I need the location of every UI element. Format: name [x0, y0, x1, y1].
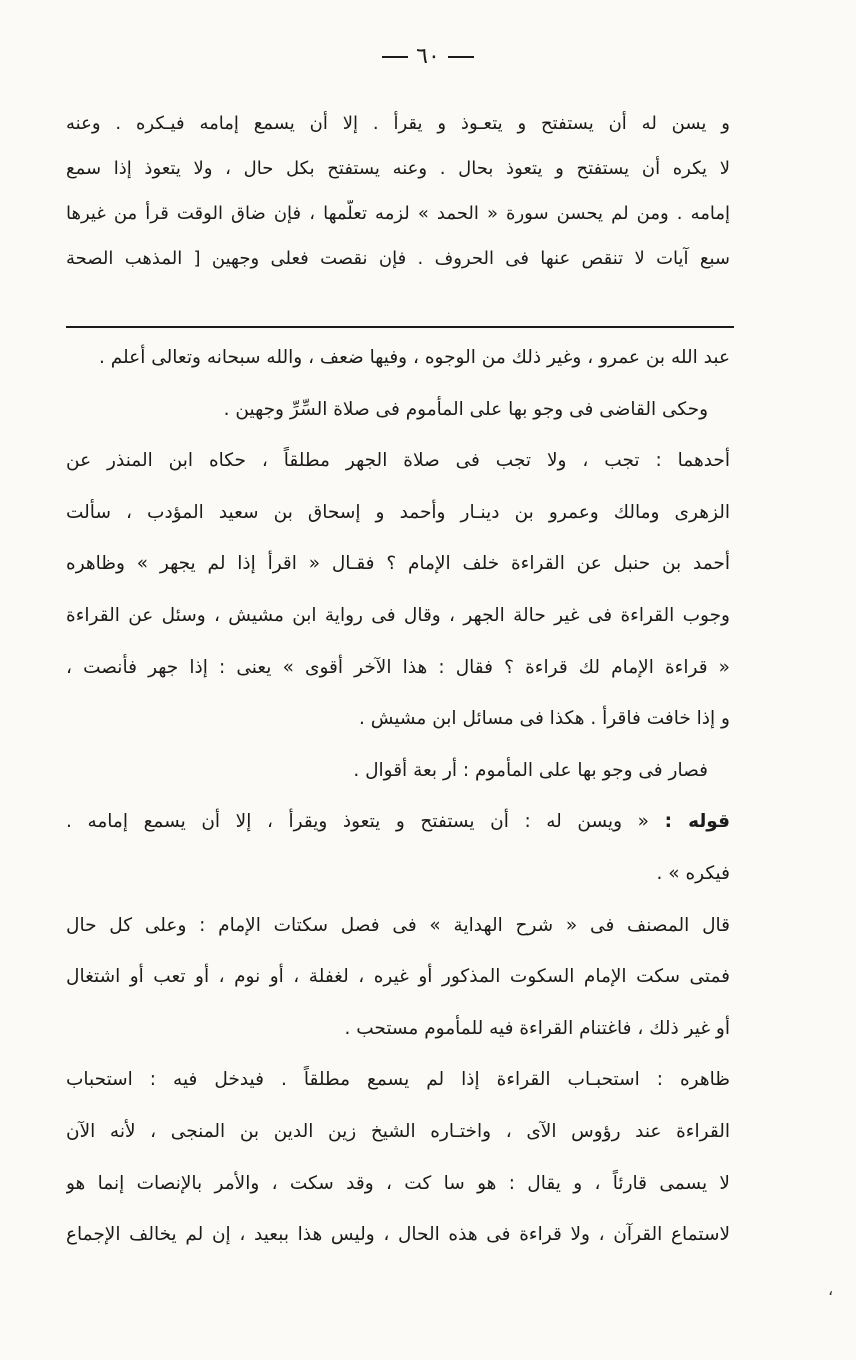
- page-number-text: ٦٠: [416, 44, 440, 69]
- commentary-line: عبد الله بن عمرو ، وغير ذلك من الوجوه ، وفيها ضعف ، والله سبحانه وتعالى أعلم .: [98, 347, 730, 368]
- commentary-line: فمتى سكت الإمام السكوت المذكور أو غيره ، لغفلة ، أو نوم ، أو تعب أو اشتغال: [66, 966, 730, 988]
- commentary-line: أو غير ذلك ، فاغتنام القراءة فيه للمأموم مستحب .: [344, 1017, 730, 1039]
- commentary-line: « قراءة الإمام لك قراءة ؟ فقال : هذا الآخر أقوى » يعنى : إذا جهر فأنصت ،: [66, 656, 730, 678]
- page-number: [0, 44, 856, 69]
- commentary-line-quoted: [66, 807, 730, 859]
- commentary-line: أحمد بن حنبل عن القراءة خلف الإمام ؟ فقـال « اقرأ إذا لم يجهر » وظاهره: [66, 553, 730, 575]
- commentary-line: و إذا خافت فاقرأ . هكذا فى مسائل ابن مشيش .: [358, 708, 730, 730]
- commentary-line: لاستماع القرآن ، ولا قراءة فى هذه الحال ، وليس هذا ببعيد ، إن لم يخالف الإجماع: [66, 1224, 730, 1246]
- page-number-dash-right: [448, 56, 474, 58]
- page-number-dash-left: [382, 56, 408, 58]
- commentary-line: قال المصنف فى « شرح الهداية » فى فصل سكتات الإمام : وعلى كل حال: [66, 914, 730, 936]
- commentary-line: فصار فى وجو بها على المأموم : أر بعة أقوال .: [353, 759, 708, 781]
- commentary-line: وجوب القراءة فى غير حالة الجهر ، وقال فى رواية ابن مشيش ، وسئل عن القراءة: [66, 604, 730, 626]
- commentary-text: [66, 343, 730, 1248]
- commentary-line: فيكره » .: [656, 862, 730, 884]
- main-text-line: إمامه . ومن لم يحسن سورة « الحمد » لزمه تعلُّمها ، فإن ضاق الوقت قرأ من غيرها: [66, 203, 730, 224]
- commentary-quote-prefix: قوله :: [664, 811, 730, 833]
- commentary-line: وحكى القاضى فى وجو بها على المأموم فى صلاة السِّرِّ وجهين .: [223, 398, 708, 420]
- main-text-line: سبع آيات لا تنقص عنها فى الحروف . فإن نقصت فعلى وجهين [ المذهب الصحة: [66, 248, 730, 269]
- main-text-line: و يسن له أن يستفتح و يتعـوذ و يقرأ . إلا أن يسمع إمامه فيـكره . وعنه: [66, 113, 730, 134]
- commentary-line: لا يسمى قارئاً ، و يقال : هو سا كت ، وقد سكت ، والأمر بالإنصات إنما هو: [66, 1172, 730, 1194]
- commentary-line: أحدهما : تجب ، ولا تجب فى صلاة الجهر مطلقاً ، حكاه ابن المنذر عن: [66, 450, 730, 472]
- footnote-separator-rule: [66, 326, 734, 328]
- commentary-line: الزهرى ومالك وعمرو بن دينـار وأحمد و إسحاق بن سعيد المؤدب ، سألت: [66, 501, 730, 523]
- main-text-line: لا يكره أن يستفتح و يتعوذ بحال . وعنه يستفتح بكل حال ، ولا يتعوذ إذا سمع: [66, 158, 730, 179]
- margin-mark: ،: [828, 1280, 834, 1299]
- commentary-line: ظاهره : استحبـاب القراءة إذا لم يسمع مطلقاً . فيدخل فيه : استحباب: [66, 1069, 730, 1091]
- commentary-quote-text: « ويسن له : أن يستفتح و يتعوذ ويقرأ ، إلا أن يسمع إمامه .: [66, 811, 665, 833]
- main-text: [66, 110, 730, 310]
- commentary-line: القراءة عند رؤوس الآى ، واختـاره الشيخ زين الدين بن المنجى ، لأنه الآن: [66, 1120, 730, 1142]
